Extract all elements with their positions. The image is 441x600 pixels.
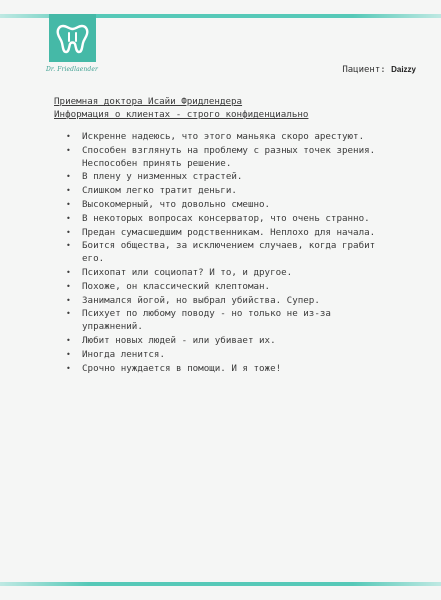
tooth-icon bbox=[49, 14, 96, 62]
client-notes-list bbox=[66, 131, 386, 376]
logo-text: Dr. Friedlaender bbox=[46, 66, 98, 73]
patient-field bbox=[342, 65, 416, 75]
list-item: • Психопат или социопат? И то, и другое. bbox=[66, 267, 386, 280]
list-item: • Способен взглянуть на проблему с разных точек зрения. Неспособен принять решение. bbox=[66, 145, 386, 171]
clinic-logo bbox=[49, 14, 96, 62]
list-item: • Слишком легко тратит деньги. bbox=[66, 185, 386, 198]
document-heading bbox=[54, 95, 308, 121]
list-item: • Предан сумасшедшим родственникам. Неплохо для начала. bbox=[66, 227, 386, 240]
list-item: • Похоже, он классический клептоман. bbox=[66, 281, 386, 294]
list-item: • Психует по любому поводу - но только не из-за упражнений. bbox=[66, 308, 386, 334]
list-item: • В некоторых вопросах консерватор, что очень странно. bbox=[66, 213, 386, 226]
heading-line-2: Информация о клиентах - строго конфиденциально bbox=[54, 109, 309, 120]
patient-name: Daizzy bbox=[391, 65, 416, 74]
list-item: • Занимался йогой, но выбрал убийства. Супер. bbox=[66, 295, 386, 308]
bottom-border bbox=[0, 582, 441, 586]
list-item: • Боится общества, за исключением случаев, когда грабит его. bbox=[66, 240, 386, 266]
list-item: • В плену у низменных страстей. bbox=[66, 171, 386, 184]
list-item: • Любит новых людей - или убивает их. bbox=[66, 335, 386, 348]
list-item: • Срочно нуждается в помощи. И я тоже! bbox=[66, 363, 386, 376]
patient-label: Пациент: bbox=[342, 65, 386, 75]
list-item: • Высокомерный, что довольно смешно. bbox=[66, 199, 386, 212]
heading-line-1: Приемная доктора Исайи Фридлендера bbox=[54, 96, 243, 107]
list-item: • Искренне надеюсь, что этого маньяка скоро арестуют. bbox=[66, 131, 386, 144]
list-item: • Иногда ленится. bbox=[66, 349, 386, 362]
